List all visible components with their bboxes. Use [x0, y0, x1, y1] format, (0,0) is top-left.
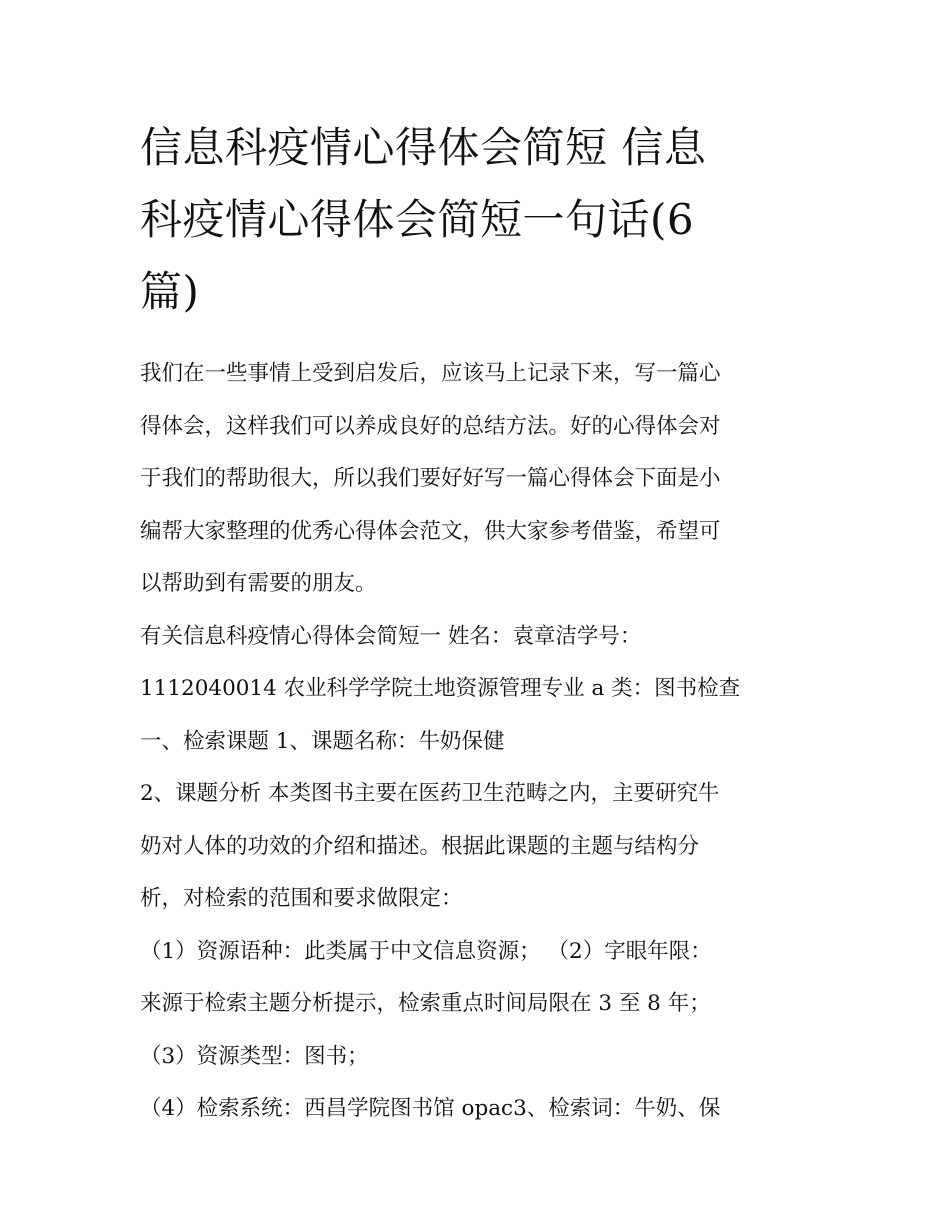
paragraph-line: 来源于检索主题分析提示，检索重点时间局限在 3 至 8 年；	[140, 991, 711, 1016]
paragraph-line: 编帮大家整理的优秀心得体会范文，供大家参考借鉴，希望可	[140, 518, 721, 544]
paragraph-line: （1）资源语种：此类属于中文信息资源； （2）字眼年限：	[140, 938, 712, 964]
paragraph-line: 得体会，这样我们可以养成良好的总结方法。好的心得体会对	[140, 413, 721, 439]
paragraph-line: （3）资源类型：图书；	[140, 1043, 369, 1069]
paragraph-line: 有关信息科疫情心得体会简短一 姓名：袁章洁学号：	[140, 623, 642, 649]
paragraph-line: 奶对人体的功效的介绍和描述。根据此课题的主题与结构分	[140, 833, 700, 859]
paragraph-line: 析，对检索的范围和要求做限定：	[140, 886, 463, 911]
document-page	[140, 112, 820, 1136]
paragraph-line: 2、课题分析 本类图书主要在医药卫生范畴之内，主要研究牛	[140, 781, 720, 806]
paragraph-line: 我们在一些事情上受到启发后，应该马上记录下来，写一篇心	[140, 361, 721, 386]
document-body	[140, 348, 820, 1136]
paragraph-line: 1112040014 农业科学学院土地资源管理专业 a 类：图书检查	[140, 676, 741, 701]
document-title	[140, 112, 810, 328]
title-line: 信息科疫情心得体会简短 信息	[140, 123, 707, 172]
title-line: 篇)	[140, 267, 200, 316]
paragraph-line: （4）检索系统：西昌学院图书馆 opac3、检索词：牛奶、保	[140, 1096, 721, 1121]
paragraph-line: 以帮助到有需要的朋友。	[140, 571, 377, 596]
title-line: 科疫情心得体会简短一句话(6	[140, 195, 695, 244]
paragraph-line: 于我们的帮助很大，所以我们要好好写一篇心得体会下面是小	[140, 466, 721, 491]
paragraph-line: 一、检索课题 1、课题名称：牛奶保健	[140, 728, 505, 754]
